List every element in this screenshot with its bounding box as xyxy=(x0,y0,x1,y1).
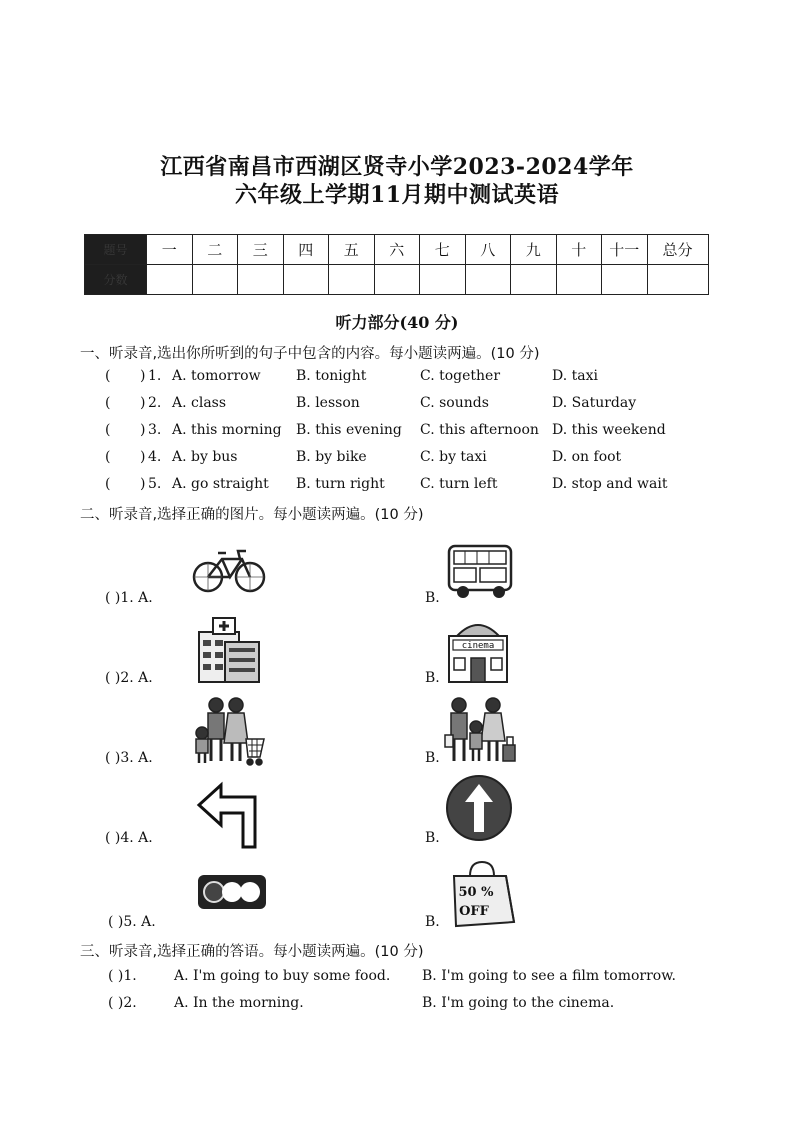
shopping-bag-icon[interactable] xyxy=(448,860,520,930)
option-c: C. together xyxy=(420,368,501,384)
traffic-light-icon[interactable] xyxy=(196,873,268,911)
option-b: B. I'm going to the cinema. xyxy=(422,995,615,1011)
answer-paren-close: ) xyxy=(140,368,146,384)
part1-instruction: 一、听录音,选出你所听到的句子中包含的内容。每小题读两遍。(10 分) xyxy=(80,346,540,362)
score-label: 分数 xyxy=(85,265,147,295)
part2-instruction: 二、听录音,选择正确的图片。每小题读两遍。(10 分) xyxy=(80,507,424,523)
part1-question-3 xyxy=(100,422,700,442)
option-b: B. lesson xyxy=(296,395,360,411)
answer-paren-open[interactable]: ( xyxy=(105,449,111,465)
option-d: D. taxi xyxy=(552,368,598,384)
option-a: A. In the morning. xyxy=(174,995,304,1011)
answer-paren-close: ) xyxy=(140,449,146,465)
option-b: B. I'm going to see a film tomorrow. xyxy=(422,968,676,984)
option-c: C. turn left xyxy=(420,476,498,492)
option-c: C. by taxi xyxy=(420,449,487,465)
part3-instruction: 三、听录音,选择正确的答语。每小题读两遍。(10 分) xyxy=(80,944,424,960)
column-2: 二 xyxy=(192,235,238,265)
score-table-header-row xyxy=(85,235,709,265)
option-d: D. on foot xyxy=(552,449,622,465)
question-number: 4. xyxy=(148,449,162,465)
option-b: B. this evening xyxy=(296,422,402,438)
score-cell[interactable] xyxy=(511,265,557,295)
part2-q5-label: ( )5. A. xyxy=(108,914,156,930)
bus-icon[interactable] xyxy=(445,542,517,600)
score-cell[interactable] xyxy=(329,265,375,295)
column-total: 总分 xyxy=(647,235,708,265)
part3-question-1 xyxy=(100,968,700,988)
score-cell[interactable] xyxy=(647,265,708,295)
option-d: D. this weekend xyxy=(552,422,666,438)
page-title-line2: 六年级上学期11月期中测试英语 xyxy=(234,182,560,208)
turn-left-arrow-icon[interactable] xyxy=(195,775,259,847)
column-8: 八 xyxy=(465,235,511,265)
column-4: 四 xyxy=(283,235,329,265)
score-cell[interactable] xyxy=(602,265,648,295)
answer-paren-close: ) xyxy=(140,422,146,438)
option-d: D. Saturday xyxy=(552,395,637,411)
column-7: 七 xyxy=(420,235,466,265)
question-number-label: 题号 xyxy=(85,235,147,265)
score-table xyxy=(84,234,709,295)
score-cell[interactable] xyxy=(238,265,284,295)
part2-q1-label: ( )1. A. xyxy=(105,590,153,606)
question-label[interactable]: ( )2. xyxy=(108,995,137,1011)
score-cell[interactable] xyxy=(465,265,511,295)
family-travel-icon[interactable] xyxy=(443,695,519,767)
column-11: 十一 xyxy=(602,235,648,265)
answer-paren-close: ) xyxy=(140,395,146,411)
score-cell[interactable] xyxy=(374,265,420,295)
part2-q5-option-b: B. xyxy=(425,914,440,930)
question-number: 5. xyxy=(148,476,162,492)
question-label[interactable]: ( )1. xyxy=(108,968,137,984)
part2-q4-option-b: B. xyxy=(425,830,440,846)
bicycle-icon[interactable] xyxy=(190,545,270,595)
cinema-icon[interactable] xyxy=(445,614,511,684)
bag-text-percent: 50 % xyxy=(458,885,494,900)
cinema-sign-text: cinema xyxy=(461,641,495,651)
score-cell[interactable] xyxy=(283,265,329,295)
option-b: B. tonight xyxy=(296,368,367,384)
go-straight-sign-icon[interactable] xyxy=(445,774,513,842)
part2-q2-option-b: B. xyxy=(425,670,440,686)
option-a: A. tomorrow xyxy=(172,368,261,384)
part2-q3-label: ( )3. A. xyxy=(105,750,153,766)
option-a: A. go straight xyxy=(172,476,269,492)
part2-q2-label: ( )2. A. xyxy=(105,670,153,686)
question-number: 2. xyxy=(148,395,162,411)
answer-paren-close: ) xyxy=(140,476,146,492)
option-b: B. turn right xyxy=(296,476,385,492)
score-cell[interactable] xyxy=(556,265,602,295)
column-5: 五 xyxy=(329,235,375,265)
option-d: D. stop and wait xyxy=(552,476,668,492)
option-a: A. class xyxy=(172,395,227,411)
score-cell[interactable] xyxy=(192,265,238,295)
column-3: 三 xyxy=(238,235,284,265)
score-cell[interactable] xyxy=(147,265,193,295)
question-number: 1. xyxy=(148,368,162,384)
column-6: 六 xyxy=(374,235,420,265)
page-title-line1: 江西省南昌市西湖区贤寺小学2023-2024学年 xyxy=(160,154,634,180)
part1-question-5 xyxy=(100,476,700,496)
option-c: C. sounds xyxy=(420,395,489,411)
answer-paren-open[interactable]: ( xyxy=(105,395,111,411)
column-9: 九 xyxy=(511,235,557,265)
family-shopping-icon[interactable] xyxy=(190,695,266,767)
bag-text-off: OFF xyxy=(459,904,489,919)
option-a: A. this morning xyxy=(172,422,282,438)
answer-paren-open[interactable]: ( xyxy=(105,476,111,492)
question-number: 3. xyxy=(148,422,162,438)
part2-q4-label: ( )4. A. xyxy=(105,830,153,846)
column-1: 一 xyxy=(147,235,193,265)
part2-q1-option-b: B. xyxy=(425,590,440,606)
option-a: A. I'm going to buy some food. xyxy=(174,968,391,984)
option-b: B. by bike xyxy=(296,449,367,465)
part2-q3-option-b: B. xyxy=(425,750,440,766)
part1-question-4 xyxy=(100,449,700,469)
score-table-score-row xyxy=(85,265,709,295)
part1-question-2 xyxy=(100,395,700,415)
answer-paren-open[interactable]: ( xyxy=(105,422,111,438)
option-a: A. by bus xyxy=(172,449,238,465)
hospital-icon[interactable] xyxy=(195,614,263,684)
score-cell[interactable] xyxy=(420,265,466,295)
part3-question-2 xyxy=(100,995,700,1015)
option-c: C. this afternoon xyxy=(420,422,539,438)
answer-paren-open[interactable]: ( xyxy=(105,368,111,384)
column-10: 十 xyxy=(556,235,602,265)
part1-question-1 xyxy=(100,368,700,388)
listening-section-title: 听力部分(40 分) xyxy=(335,313,459,332)
